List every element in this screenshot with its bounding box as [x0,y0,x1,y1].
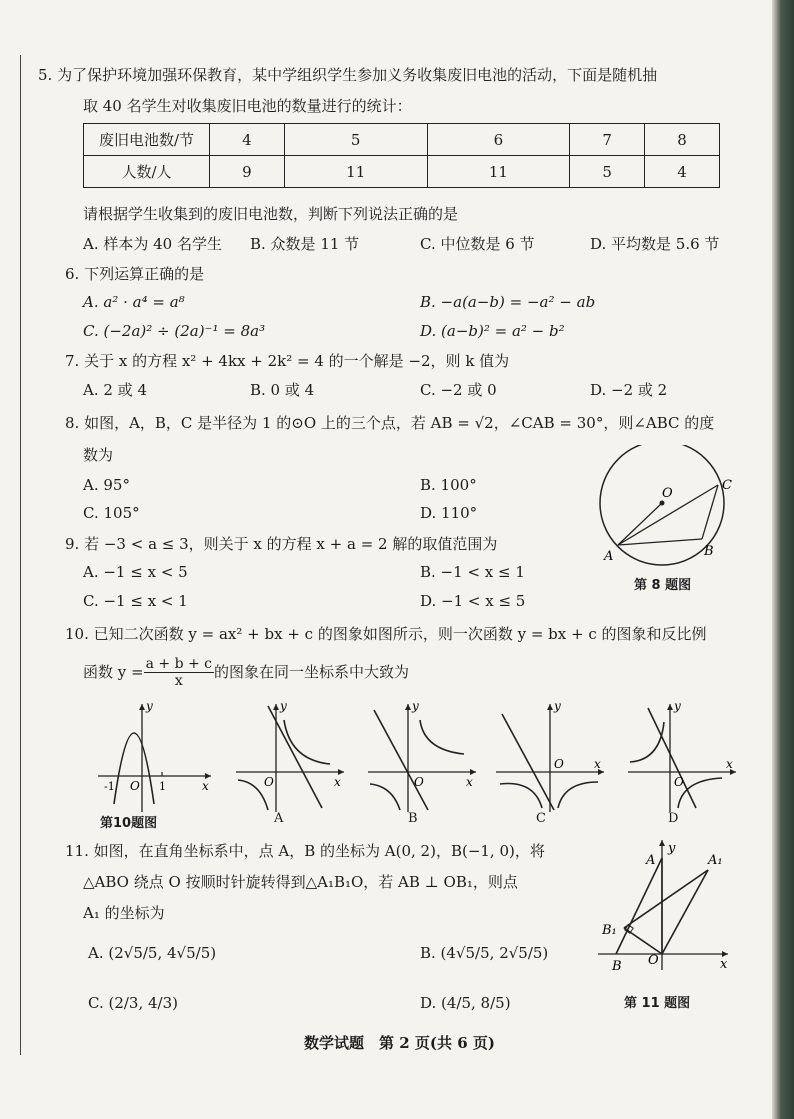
y-arrow-icon [273,704,279,710]
label-origin: O [264,775,274,789]
q10-parabola-figure [96,700,216,820]
label-minus-one: -1 [104,780,115,793]
choice-label-d: D [668,811,679,826]
q5-option-b: B. 众数是 11 节 [250,235,360,253]
q5-option-d: D. 平均数是 5.6 节 [590,235,720,253]
q10-choice-d-graph [626,700,741,815]
y-arrow-icon [139,704,145,710]
label-x: x [202,779,209,793]
q6-stem: 6. 下列运算正确的是 [65,265,205,283]
label-c: C [722,478,732,493]
q6-option-c: C. (−2a)² ÷ (2a)⁻¹ = 8a³ [83,322,266,340]
table-cell: 4 [210,124,285,156]
y-arrow-icon [547,704,553,710]
q8-option-d: D. 110° [420,504,478,522]
q7-option-d: D. −2 或 2 [590,381,668,399]
q7-stem: 7. 关于 x 的方程 x² + 4kx + 2k² = 4 的一个解是 −2，则 k 值为 [65,352,510,370]
q7-option-c: C. −2 或 0 [420,381,497,399]
q11-option-d: D. (4/5, 8/5) [420,994,511,1012]
q9-option-b: B. −1 < x ≤ 1 [420,563,525,581]
choice-label-c: C [536,811,546,826]
q10-choice-c-graph [494,700,609,815]
label-x: x [334,775,341,789]
label-a1: A₁ [708,853,723,868]
q9-option-a: A. −1 ≤ x < 5 [83,563,188,581]
q11-line2: △ABO 绕点 O 按顺时针旋转得到△A₁B₁O，若 AB ⊥ OB₁，则点 [83,873,518,891]
q6-option-d: D. (a−b)² = a² − b² [420,322,565,340]
q9-option-d: D. −1 < x ≤ 5 [420,592,526,610]
radius-oa [618,503,662,545]
table-cell: 8 [645,124,720,156]
label-y: y [146,700,153,713]
q10-line2 [83,655,409,689]
q5-option-a: A. 样本为 40 名学生 [83,235,222,253]
q11-option-a: A. (2√5/5, 4√5/5) [88,944,217,962]
line-graph [374,710,428,810]
label-origin: O [130,779,140,793]
q5-option-c: C. 中位数是 6 节 [420,235,535,253]
label-b: B [704,544,714,559]
label-origin: O [414,775,424,789]
line-graph [502,714,554,810]
q10-line1: 10. 已知二次函数 y = ax² + bx + c 的图象如图所示，则一次函数 y = bx + c 的图象和反比例 [65,625,707,643]
fraction-numerator: a + b + c [145,655,213,672]
y-arrow-icon [405,704,411,710]
label-o: O [648,953,659,968]
q10-fraction [144,656,214,689]
q8-option-c: C. 105° [83,504,140,522]
table-cell: 5 [284,124,427,156]
label-y: y [554,700,561,713]
chord-ab [618,539,702,545]
table-cell: 4 [645,156,720,188]
choice-label-b: B [408,811,418,826]
label-b: B [612,959,622,974]
choice-label-a: A [274,811,284,826]
q10-choice-b-graph [366,700,481,815]
table-row [84,124,720,156]
label-y: y [280,700,287,713]
table-cell: 11 [427,156,570,188]
label-one: 1 [159,780,166,793]
q5-prompt: 请根据学生收集到的废旧电池数，判断下列说法正确的是 [83,205,459,223]
label-a: A [604,549,614,564]
table-cell: 5 [570,156,645,188]
hyperbola-branch-1 [284,720,330,764]
q11-caption: 第 11 题图 [624,996,691,1011]
table-row [84,156,720,188]
q8-option-b: B. 100° [420,476,477,494]
hyperbola-branch-1 [500,784,542,809]
q8-line2: 数为 [83,446,114,464]
q8-option-a: A. 95° [83,476,130,494]
table-header-cell: 废旧电池数/节 [84,124,210,156]
q11-line1: 11. 如图，在直角坐标系中，点 A，B 的坐标为 A(0, 2)，B(−1, 0)，将 [65,842,545,860]
y-arrow-icon [667,704,673,710]
q10-line2-post: 的图象在同一坐标系中大致为 [214,663,410,681]
label-origin: O [674,775,684,789]
label-o: O [662,486,673,501]
label-y: y [668,841,676,856]
table-header-cell: 人数/人 [84,156,210,188]
q11-option-c: C. (2/3, 4/3) [88,994,178,1012]
q8-circle-figure [590,445,750,575]
table-cell: 9 [210,156,285,188]
q10-line2-pre: 函数 y = [83,663,144,681]
q6-option-a: A. a² · a⁴ = a⁸ [83,293,185,311]
q11-option-b: B. (4√5/5, 2√5/5) [420,944,549,962]
parabola-curve [114,733,154,804]
q11-line3: A₁ 的坐标为 [83,904,165,922]
fraction-denominator: x [174,672,183,689]
q8-caption: 第 8 题图 [634,578,692,593]
q5-line1: 5. 为了保护环境加强环保教育，某中学组织学生参加义务收集废旧电池的活动，下面是随机抽 [38,66,658,84]
hyperbola-branch-2 [370,784,400,810]
q6-option-b: B. −a(a−b) = −a² − ab [420,293,596,311]
q7-option-a: A. 2 或 4 [83,381,147,399]
q7-option-b: B. 0 或 4 [250,381,315,399]
q10-caption: 第10题图 [100,816,158,831]
label-x: x [720,957,728,972]
label-a: A [646,853,656,868]
page-footer: 数学试题 第 2 页(共 6 页) [304,1034,495,1052]
q11-rotation-figure [596,838,746,978]
label-x: x [726,757,733,771]
center-dot [660,501,665,506]
q8-line1: 8. 如图，A，B，C 是半径为 1 的⊙O 上的三个点，若 AB = √2，∠CAB = 30°，则∠ABC 的度 [65,414,715,432]
hyperbola-branch-2 [558,782,598,808]
table-cell: 7 [570,124,645,156]
segment-ob1 [624,928,662,954]
q5-line2: 取 40 名学生对收集废旧电池的数量进行的统计： [83,97,412,115]
scan-edge [772,0,794,1119]
margin-line [20,55,21,1055]
y-arrow-icon [659,840,665,846]
hyperbola-branch-1 [420,720,464,754]
q10-choice-a-graph [234,700,349,815]
label-origin: O [554,757,564,771]
hyperbola-branch-1 [630,722,664,762]
segment-oa1 [662,870,708,954]
q9-option-c: C. −1 ≤ x < 1 [83,592,188,610]
table-cell: 6 [427,124,570,156]
battery-stats-table [83,123,720,188]
label-x: x [466,775,473,789]
label-b1: B₁ [602,923,617,938]
label-y: y [412,700,419,713]
table-cell: 11 [284,156,427,188]
q9-stem: 9. 若 −3 < a ≤ 3，则关于 x 的方程 x + a = 2 解的取值范围为 [65,535,498,553]
label-y: y [674,700,681,713]
label-x: x [594,757,601,771]
line-graph [648,708,696,808]
segment-b1a1 [624,870,708,928]
